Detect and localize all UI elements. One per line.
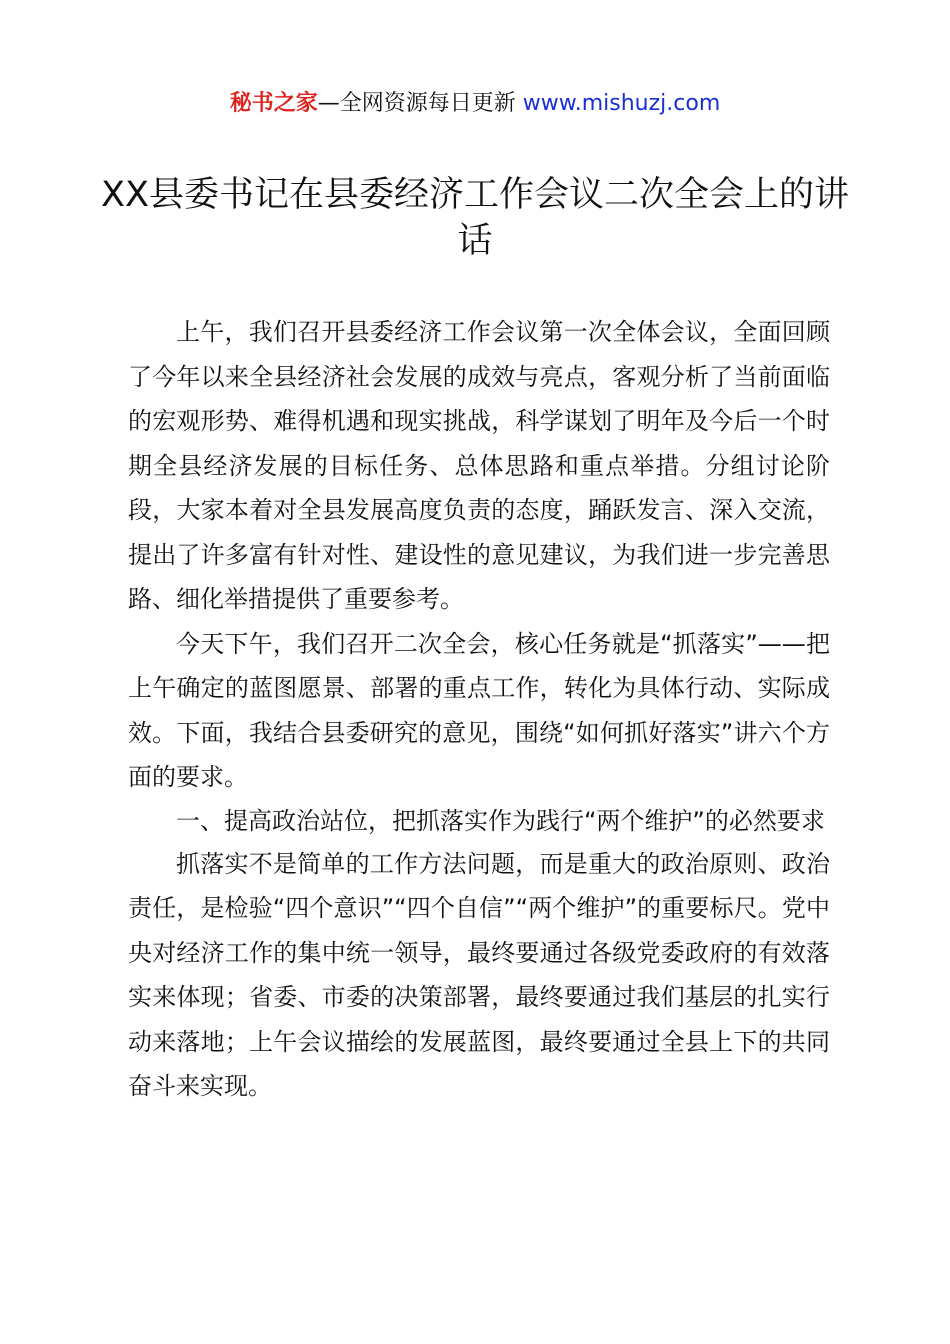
document-body	[128, 310, 830, 1109]
document-title: XX县委书记在县委经济工作会议二次全会上的讲话	[101, 175, 849, 261]
paragraph-2: 今天下午，我们召开二次全会，核心任务就是“抓落实”——把上午确定的蓝图愿景、部署的重点工作，转化为具体行动、实际成效。下面，我结合县委研究的意见，围绕“如何抓好落实”讲六个方面的要求。	[128, 629, 830, 791]
site-banner	[0, 88, 950, 120]
site-tagline: —全网资源每日更新	[317, 91, 523, 116]
section-heading-1: 一、提高政治站位，把抓落实作为践行“两个维护”的必然要求	[176, 806, 825, 835]
paragraph-1: 上午，我们召开县委经济工作会议第一次全体会议，全面回顾了今年以来全县经济社会发展的成效与亮点，客观分析了当前面临的宏观形势、难得机遇和现实挑战，科学谋划了明年及今后一个时期全县经济发展的目标任务、总体思路和重点举措。分组讨论阶段，大家本着对全县发展高度负责的态度，踊跃发言、深入交流，提出了许多富有针对性、建设性的意见建议，为我们进一步完善思路、细化举措提供了重要参考。	[128, 318, 830, 613]
site-url-link[interactable]: www.mishuzj.com	[522, 91, 721, 116]
site-brand: 秘书之家	[229, 91, 318, 116]
paragraph-3: 抓落实不是简单的工作方法问题，而是重大的政治原则、政治责任，是检验“四个意识”“四个自信”“两个维护”的重要标尺。党中央对经济工作的集中统一领导，最终要通过各级党委政府的有效落实来体现；省委、市委的决策部署，最终要通过我们基层的扎实行动来落地；上午会议描绘的发展蓝图，最终要通过全县上下的共同奋斗来实现。	[128, 849, 830, 1100]
